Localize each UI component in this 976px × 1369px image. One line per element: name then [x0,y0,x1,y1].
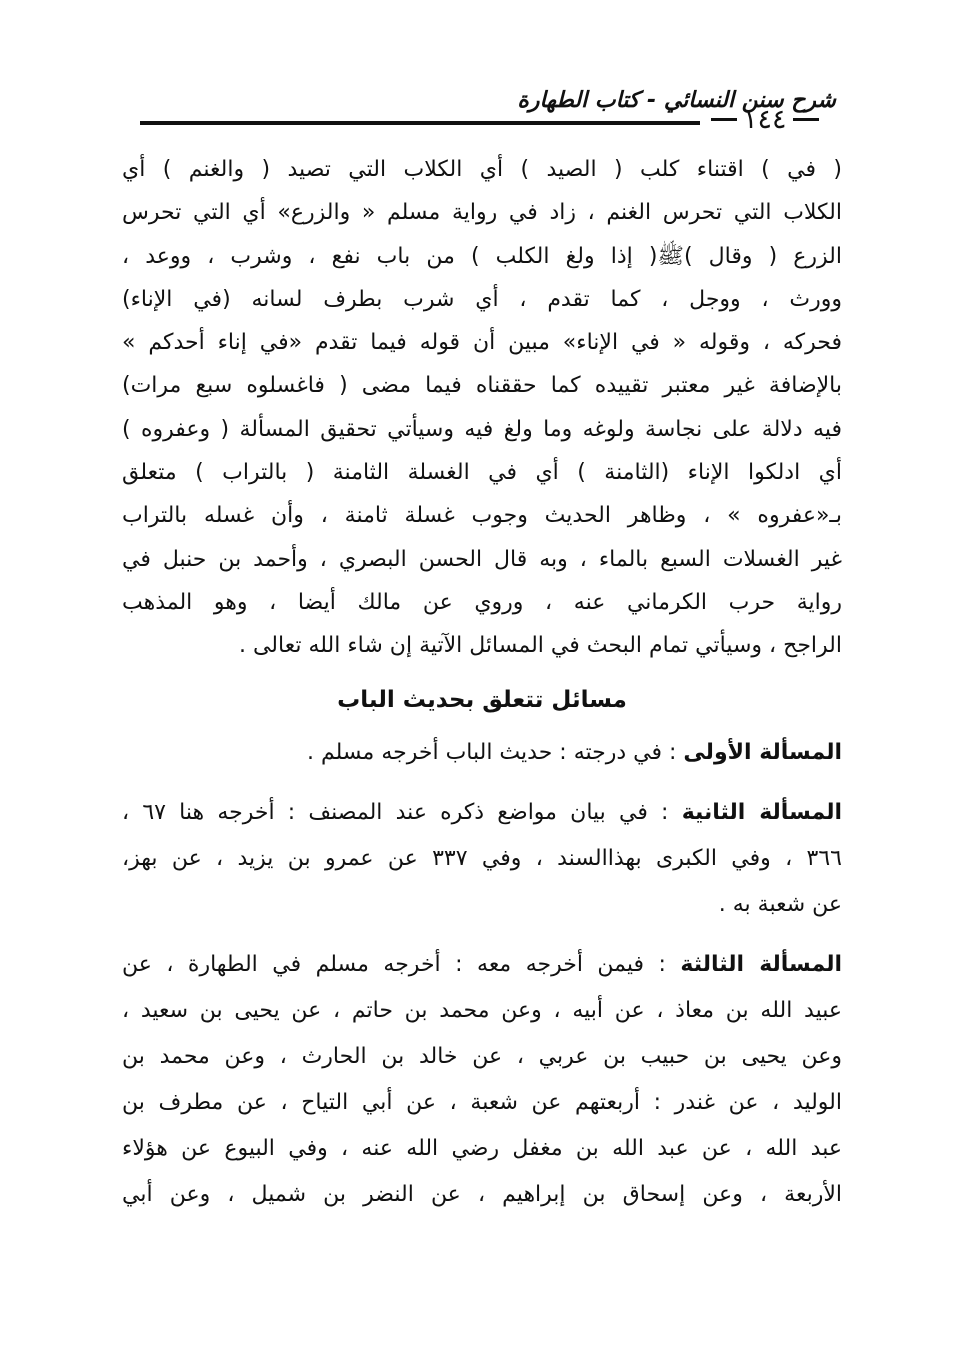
page-number-dash-left [711,118,737,121]
page-number-dash-right [793,118,819,121]
issue-text: : في درجته : حديث الباب أخرجه مسلم . [307,739,677,765]
text-line: أي ادلكوا الإناء (الثامنة ) أي في الغسلة الثامنة ( بالتراب ) متعلق [122,460,842,486]
issue-label: المسألة الثالثة [680,951,842,977]
issue-text: : فيمن أخرجه معه : أخرجه مسلم في الطهارة ، عن [122,951,666,977]
issue-label: المسألة الأولى [683,739,842,765]
issue-third [122,942,842,1218]
text-line: فحركه ، وقوله « في الإناء» مبين أن قوله فيما تقدم «في إناء أحدكم » [122,330,842,356]
running-header-title: شرح سنن النسائي - كتاب الطهارة [517,88,836,113]
header-rule [140,121,700,125]
text-line: عبد الله ، عن عبد الله بن مغفل رضي الله عنه ، وفي البيوع عن هؤلاء [122,1135,842,1161]
issue-second [122,790,842,928]
issue-first [122,730,842,776]
text-line: الراجح ، وسيأتي تمام البحث في المسائل الآتية إن شاء الله تعالى . [238,633,842,659]
text-line: وعن يحيى بن حبيب بن عربي ، عن خالد بن الحارث ، وعن محمد بن [122,1043,842,1069]
section-heading: مسائل تتعلق بحديث الباب [337,686,627,713]
text-line: الكلاب التي تحرس الغنم ، زاد في رواية مسلم « والزرع» أي التي تحرس [122,200,842,226]
issue-label: المسألة الثانية [681,799,842,825]
text-line: بـ«عفروه » ، وظاهر الحديث وجوب غسلة ثامنة ، وأن غسله بالتراب [122,503,842,529]
text-line: وورث ، ووجل ، كما تقدم ، أي شرب بطرف لسانه (في الإناء) [122,286,842,312]
text-line: ٣٦٦ ، وفي الكبرى بهذاالسند ، وفي ٣٣٧ عن عمرو بن يزيد ، عن بهز، [122,845,842,871]
text-line: رواية حرب الكرماني عنه ، وروي عن مالك أيضا ، وهو المذهب [122,589,842,615]
text-line: الوليد ، عن غندر : أربعتهم عن شعبة ، عن أبي التياح ، عن مطرف بن [122,1089,842,1115]
issue-text: : في بيان مواضع ذكره عند المصنف : أخرجه هنا ٦٧ ، [122,799,669,825]
page-body [122,148,842,1218]
issue-second-line [122,790,842,836]
page-number [705,104,845,135]
text-line: عن شعبة به . [718,891,842,917]
text-line: الأربعة ، وعن إسحاق بن إبراهيم ، عن النضر بن شميل ، وعن أبي [122,1181,842,1207]
issue-third-line [122,942,842,988]
text-line: عبيد الله بن معاذ ، عن أبيه ، وعن محمد بن حاتم ، عن يحيى بن سعيد ، [122,997,842,1023]
text-line: ( في ) اقتناء كلب ( الصيد ) أي الكلاب التي تصيد ( والغنم ) أي [122,157,842,182]
text-line: الزرع ( وقال )ﷺ( إذا ولغ الكلب ) من باب نفع ، وشرب ، ووعد ، [122,243,842,269]
issue-first-line [122,730,842,776]
text-line: فيه دلالة على نجاسة ولوغه وما ولغ فيه وسيأتي تحقيق المسألة ( وعفروه ) [122,416,842,442]
commentary-paragraph [122,148,842,668]
page-number-value: ١٤٤ [743,104,787,135]
text-line: بالإضافة غير معتبر تقييده كما حققناه فيما مضى ( فاغسلوه سبع مرات) [122,373,842,399]
text-line: غير الغسلات السبع بالماء ، وبه قال الحسن البصري ، وأحمد بن حنبل في [122,546,842,572]
